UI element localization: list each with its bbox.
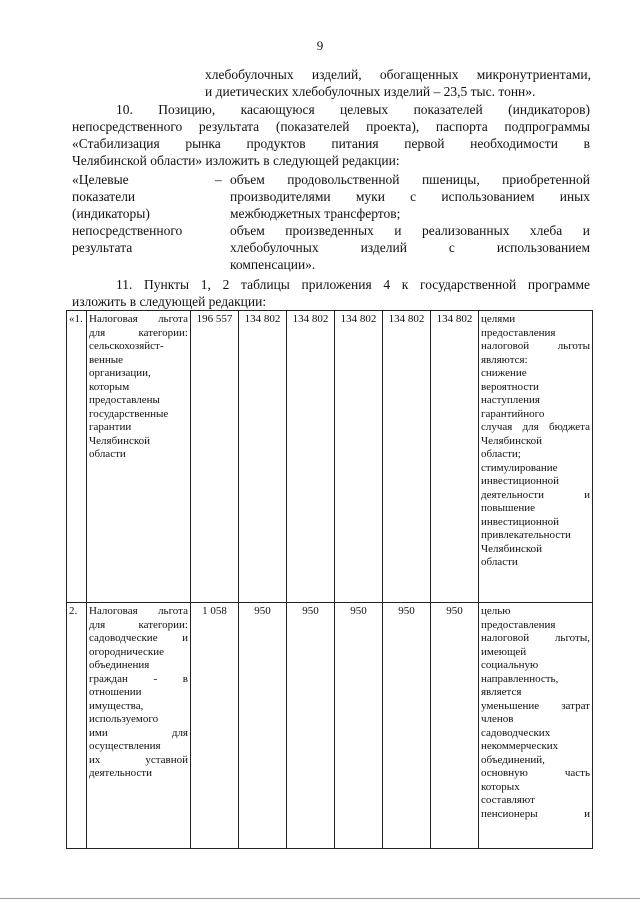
benefit-name-line: сельскохозяйст- xyxy=(89,340,164,352)
definition-label-line: (индикаторы) xyxy=(72,206,150,221)
value-cell: 134 802 xyxy=(287,311,335,603)
purpose-line: вероятности xyxy=(481,380,539,393)
purpose-line: предоставления xyxy=(481,618,556,631)
purpose-cell xyxy=(479,603,593,849)
value-cell: 950 xyxy=(383,603,431,849)
purpose-line: уменьшение затрат xyxy=(481,699,590,712)
purpose-line: наступления xyxy=(481,394,540,406)
paragraph-line: «Стабилизация рынка продуктов питания первой необходимости в xyxy=(72,136,590,151)
value-cell: 134 802 xyxy=(239,311,287,603)
paragraph-10 xyxy=(72,101,590,169)
benefit-name-line: огороднические xyxy=(89,645,164,658)
definition-label-line: непосредственного xyxy=(72,223,183,238)
definition-label-line: показатели xyxy=(72,189,136,204)
definition-item-line: компенсации». xyxy=(230,257,316,272)
benefit-name-line: которым xyxy=(89,380,130,393)
benefit-name-line: Налоговая льгота xyxy=(89,605,188,617)
benefit-name-line: отношении xyxy=(89,686,142,698)
purpose-line: составляют xyxy=(481,794,535,806)
benefit-name-line: венные xyxy=(89,353,124,366)
value-cell: 134 802 xyxy=(383,311,431,603)
purpose-line: Челябинской xyxy=(481,434,543,447)
intro-line: хлебобулочных изделий, обогащенных микронутриентами, xyxy=(205,67,591,82)
purpose-line: являются: xyxy=(481,353,528,366)
intro-text xyxy=(205,66,591,100)
purpose-line: налоговой льготы, xyxy=(481,632,590,644)
table-row xyxy=(67,603,593,849)
benefit-name-line: для категории: xyxy=(89,326,188,339)
purpose-line: объединений, xyxy=(481,753,545,766)
purpose-line: повышение xyxy=(481,502,535,514)
purpose-line: некоммерческих xyxy=(481,740,559,752)
benefit-name-line: граждан - в xyxy=(89,672,188,685)
paragraph-line: изложить в следующей редакции: xyxy=(72,294,267,309)
purpose-line: инвестиционной xyxy=(481,515,560,528)
tax-benefits-table xyxy=(66,310,593,849)
purpose-line: области; xyxy=(481,448,521,460)
value-cell: 950 xyxy=(239,603,287,849)
purpose-line: стимулирование xyxy=(481,461,558,474)
intro-line: и диетических хлебобулочных изделий – 23,5 тыс. тонн». xyxy=(205,84,536,99)
purpose-line: направленность, xyxy=(481,672,559,685)
value-cell: 950 xyxy=(287,603,335,849)
purpose-line: садоводческих xyxy=(481,726,551,739)
purpose-line: привлекательности xyxy=(481,529,571,541)
value-cell: 950 xyxy=(431,603,479,849)
purpose-line: области xyxy=(481,556,518,568)
definition-item-line: хлебобулочных изделий с использованием xyxy=(230,240,590,255)
scan-edge-line xyxy=(0,898,640,899)
paragraph-line: непосредственного результата (показателей проекта), паспорта подпрограммы xyxy=(72,119,590,134)
benefit-name-line: осуществления xyxy=(89,740,161,752)
value-cell: 134 802 xyxy=(335,311,383,603)
table-row xyxy=(67,311,593,603)
purpose-line: деятельности и xyxy=(481,488,590,501)
purpose-line: гарантийного xyxy=(481,407,545,420)
table-body xyxy=(67,311,593,849)
benefit-name-line: государственные xyxy=(89,407,169,420)
purpose-line: снижение xyxy=(481,367,527,379)
paragraph-11 xyxy=(72,276,590,310)
benefit-name-line: деятельности xyxy=(89,767,152,779)
benefit-name-cell xyxy=(87,603,191,849)
purpose-line: социальную xyxy=(481,659,539,671)
definition-item-line: объем продовольственной пшеницы, приобретенной xyxy=(230,172,590,187)
purpose-line: Челябинской xyxy=(481,542,543,555)
benefit-name-line: Налоговая льгота xyxy=(89,313,188,325)
benefit-name-line: садоводческие и xyxy=(89,632,188,644)
benefit-name-line: Челябинской xyxy=(89,434,151,447)
value-cell: 134 802 xyxy=(431,311,479,603)
definition-items xyxy=(230,171,590,273)
benefit-name-line: предоставлены xyxy=(89,394,160,406)
benefit-name-line: для категории: xyxy=(89,618,188,631)
purpose-line: налоговой льготы xyxy=(481,340,590,352)
benefit-name-line: гарантии xyxy=(89,421,132,433)
purpose-line: целями xyxy=(481,313,516,325)
purpose-line: инвестиционной xyxy=(481,475,560,487)
purpose-line: которых xyxy=(481,780,520,793)
paragraph-line: 11. Пункты 1, 2 таблицы приложения 4 к государственной программе xyxy=(116,277,590,292)
row-number-cell: 2. xyxy=(67,603,87,849)
benefit-name-line: используемого xyxy=(89,713,159,725)
purpose-cell xyxy=(479,311,593,603)
purpose-line: предоставления xyxy=(481,326,556,339)
purpose-line: пенсионеры и xyxy=(481,807,590,820)
benefit-name-line: ими для xyxy=(89,726,188,739)
value-cell: 1 058 xyxy=(191,603,239,849)
row-number-cell: «1. xyxy=(67,311,87,603)
definition-item-line: объем произведенных и реализованных хлеба и xyxy=(230,223,590,238)
paragraph-line: 10. Позицию, касающуюся целевых показателей (индикаторов) xyxy=(116,102,590,117)
benefit-name-line: имущества, xyxy=(89,699,144,712)
value-cell: 196 557 xyxy=(191,311,239,603)
purpose-line: целью xyxy=(481,605,511,617)
definition-dash: – xyxy=(215,172,222,187)
purpose-line: имеющей xyxy=(481,645,527,658)
purpose-line: основную часть xyxy=(481,767,590,779)
paragraph-line: Челябинской области» изложить в следующей редакции: xyxy=(72,153,400,168)
definition-label-line: «Целевые xyxy=(72,172,129,187)
page-number: 9 xyxy=(316,38,324,53)
definition-label-line: результата xyxy=(72,240,133,255)
definition-item-line: производителями муки с использованием иных xyxy=(230,189,590,204)
benefit-name-cell xyxy=(87,311,191,603)
purpose-line: является xyxy=(481,686,522,698)
value-cell: 950 xyxy=(335,603,383,849)
definition-item-line: межбюджетных трансфертов; xyxy=(230,206,401,221)
benefit-name-line: их уставной xyxy=(89,753,188,766)
benefit-name-line: области xyxy=(89,448,126,460)
benefit-name-line: объединения xyxy=(89,659,150,671)
benefit-name-line: организации, xyxy=(89,367,151,379)
purpose-line: членов xyxy=(481,713,514,725)
definition-label xyxy=(72,171,212,256)
purpose-line: случая для бюджета xyxy=(481,421,590,433)
